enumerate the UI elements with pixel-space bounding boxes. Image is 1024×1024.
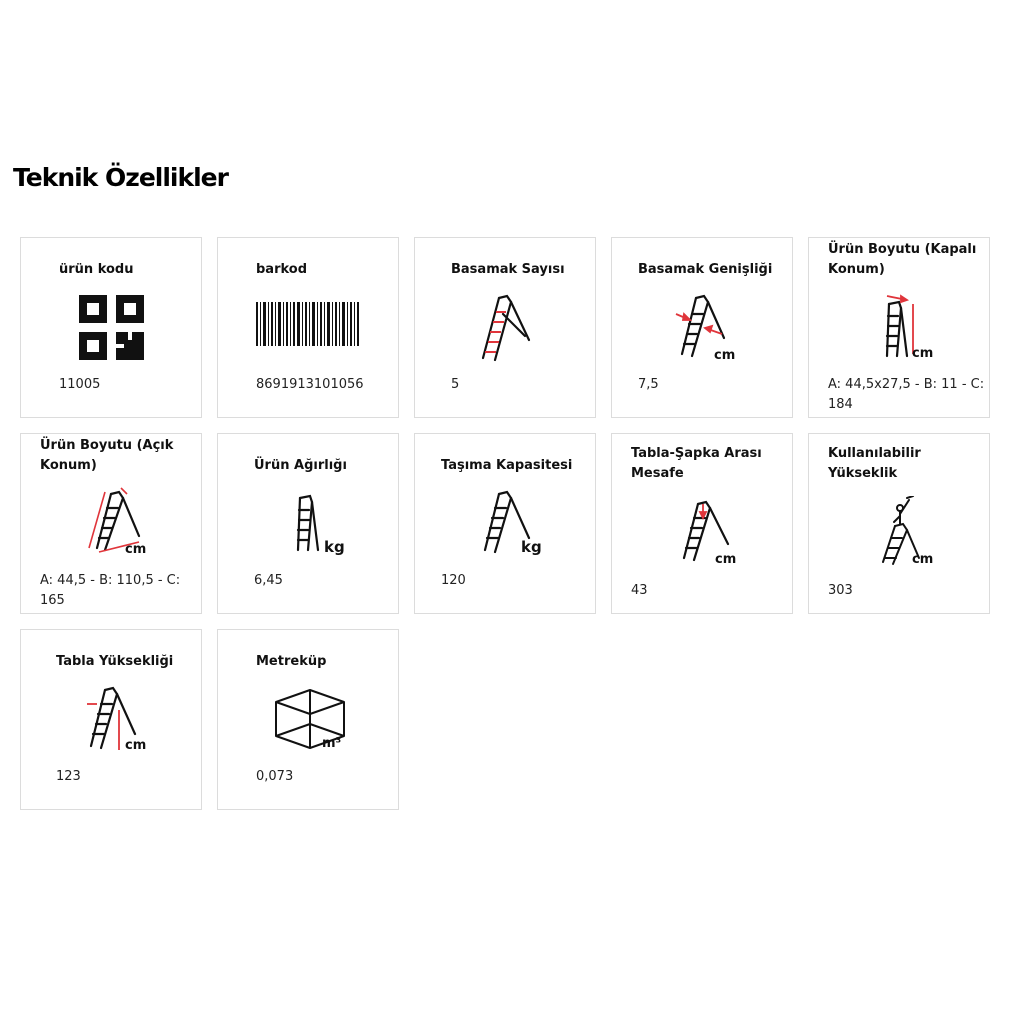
spec-label: Tabla Yüksekliği [56,654,174,669]
spec-label: Kullanılabilir Yükseklik [828,446,921,481]
unit-cm: cm [125,738,147,753]
spec-label: barkod [256,262,308,277]
spec-value: 11005 [59,377,101,392]
spec-value: 0,073 [256,769,294,784]
spec-card-weight [217,433,399,614]
spec-value: 8691913101056 [256,377,364,392]
spec-value: 120 [441,573,466,588]
spec-value: A: 44,5x27,5 - B: 11 - C: 184 [828,377,985,412]
spec-card-platform-distance [611,433,793,614]
unit-cm: cm [125,542,147,557]
spec-value: 7,5 [638,377,659,392]
spec-label: Ürün Boyutu (Açık Konum) [40,438,174,473]
spec-card-capacity [414,433,596,614]
spec-label: Taşıma Kapasitesi [441,458,573,473]
unit-cm: cm [912,552,934,567]
spec-label: Basamak Sayısı [451,262,565,277]
spec-value: A: 44,5 - B: 110,5 - C: 165 [40,573,181,608]
spec-card-volume [217,629,399,810]
spec-label: Metreküp [256,654,327,669]
spec-label: ürün kodu [59,262,134,277]
unit-cm: cm [912,346,934,361]
spec-value: 123 [56,769,81,784]
spec-card-product-code [20,237,202,418]
spec-label: Basamak Genişliği [638,262,773,277]
spec-card-platform-height [20,629,202,810]
unit-kg: kg [324,538,345,556]
ladder-weight-icon [294,490,326,554]
spec-value: 5 [451,377,460,392]
spec-value: 6,45 [254,573,283,588]
spec-card-step-width [611,237,793,418]
spec-grid [20,237,990,810]
spec-card-closed-size [808,237,990,418]
spec-label: Ürün Ağırlığı [254,458,347,473]
spec-card-barcode [217,237,399,418]
barcode-icon [256,302,362,350]
spec-value: 303 [828,583,853,598]
spec-card-step-count [414,237,596,418]
unit-m3: m³ [322,736,342,751]
spec-label: Ürün Boyutu (Kapalı Konum) [828,242,977,277]
ladder-steps-icon [477,292,539,364]
unit-kg: kg [521,538,542,556]
spec-card-usable-height [808,433,990,614]
unit-cm: cm [715,552,737,567]
qr-code-icon [79,295,145,361]
spec-value: 43 [631,583,648,598]
spec-label: Tabla-Şapka Arası Mesafe [631,446,762,481]
page-title: Teknik Özellikler [13,163,228,192]
unit-cm: cm [714,348,736,363]
spec-card-open-size [20,433,202,614]
